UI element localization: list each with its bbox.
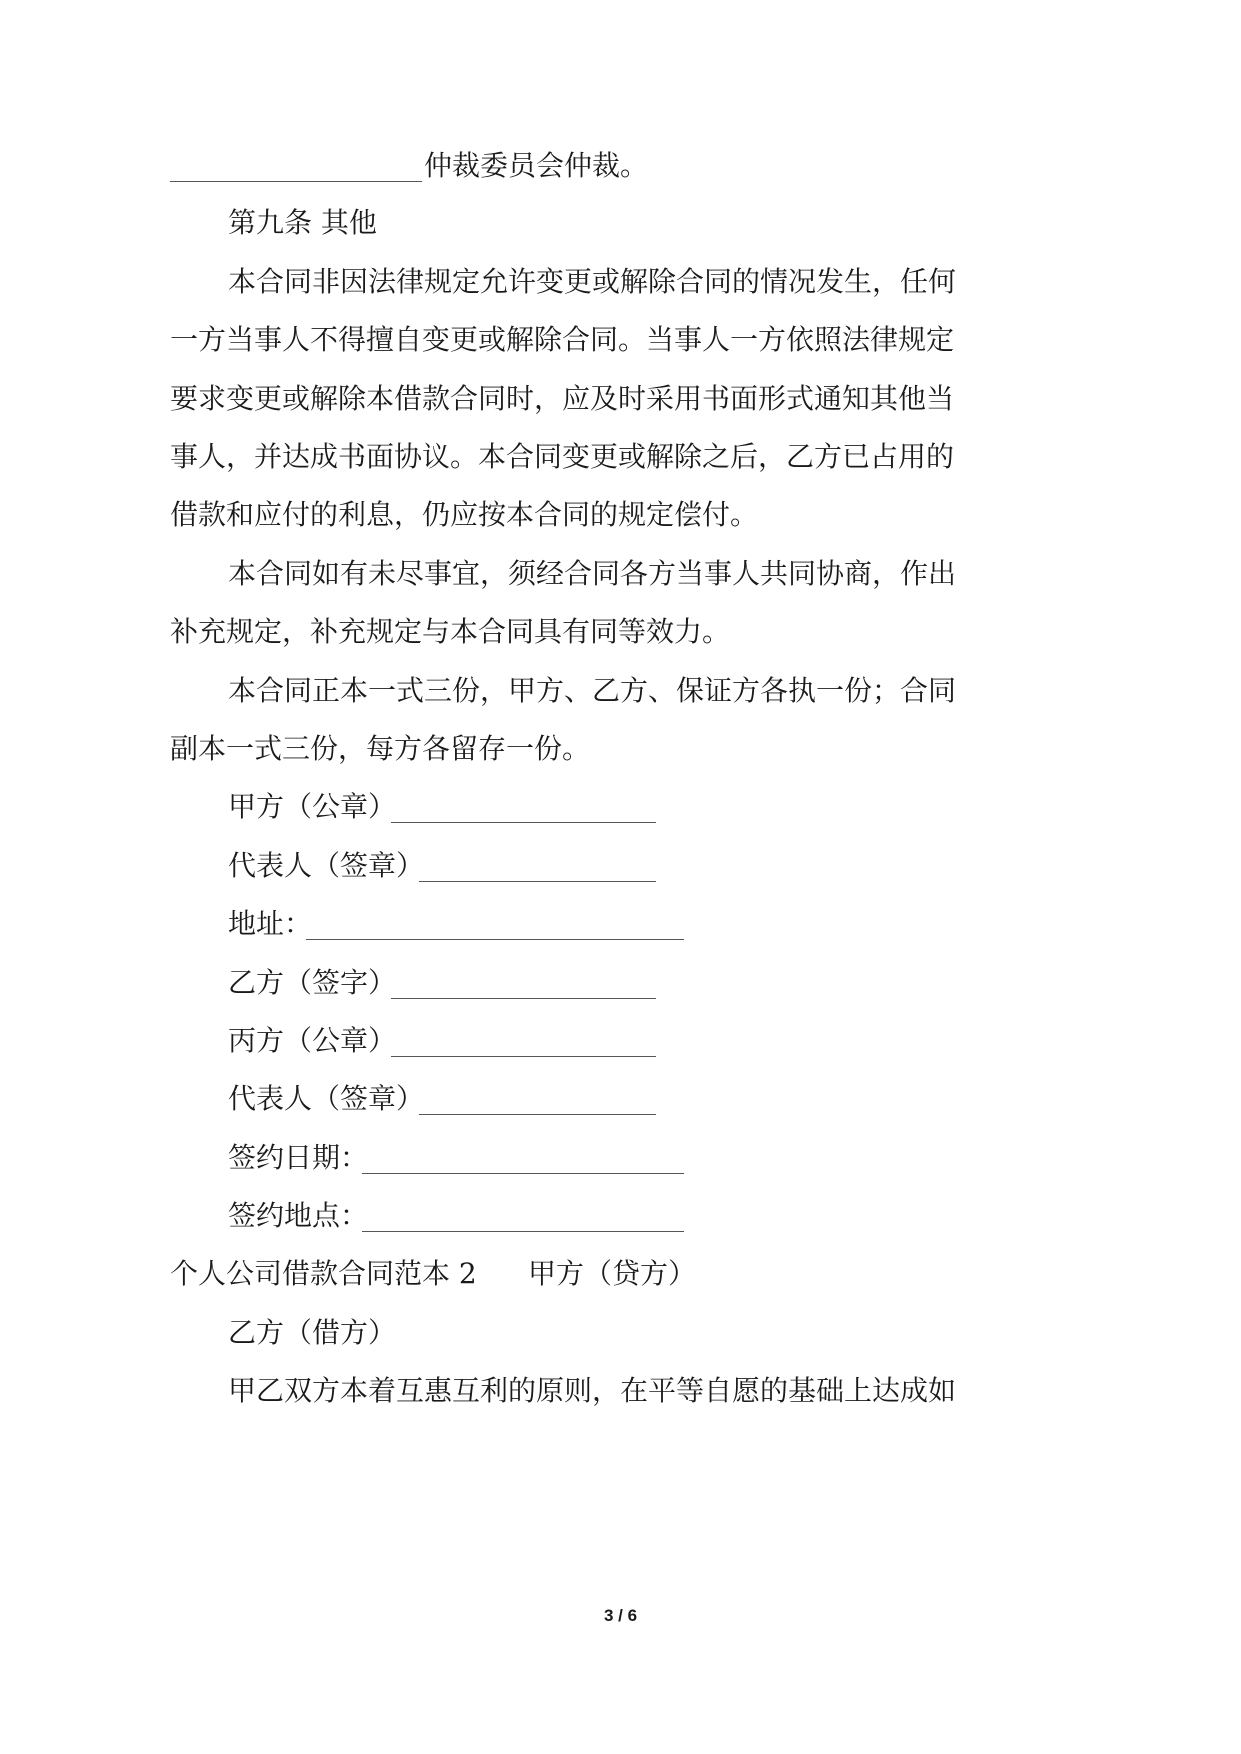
paragraph-line: 借款和应付的利息，仍应按本合同的规定偿付。 — [170, 498, 759, 531]
arbitration-line — [0, 146, 1241, 186]
signature-row-representative-1 — [0, 846, 1241, 886]
paragraph-line: 本合同如有未尽事宜，须经合同各方当事人共同协商，作出 — [228, 557, 957, 590]
sign-place-label: 签约地点： — [228, 1199, 369, 1232]
party-a-seal-label: 甲方（公章） — [228, 790, 397, 823]
signature-row-party-c — [0, 1021, 1241, 1061]
representative-1-blank[interactable] — [419, 842, 656, 882]
signature-row-sign-date — [0, 1138, 1241, 1178]
signature-row-party-b — [0, 963, 1241, 1003]
paragraph-line: 本合同正本一式三份，甲方、乙方、保证方各执一份；合同 — [228, 674, 957, 707]
paragraph-line: 副本一式三份，每方各留存一份。 — [170, 732, 591, 765]
page-number: 3 / 6 — [603, 1606, 638, 1625]
address-label: 地址： — [228, 907, 313, 940]
paragraph-line: 事人，并达成书面协议。本合同变更或解除之后，乙方已占用的 — [170, 440, 955, 473]
party-c-seal-blank[interactable] — [391, 1017, 656, 1057]
lender-label: 甲方（贷方） — [528, 1257, 697, 1290]
paragraph-line: 一方当事人不得擅自变更或解除合同。当事人一方依照法律规定 — [170, 323, 955, 356]
representative-1-label: 代表人（签章） — [228, 849, 425, 882]
template-two-title-row — [0, 1254, 1241, 1294]
paragraph-line: 甲乙双方本着互惠互利的原则，在平等自愿的基础上达成如 — [228, 1374, 957, 1407]
borrower-row — [0, 1313, 1241, 1353]
address-blank[interactable] — [306, 900, 684, 940]
borrower-label: 乙方（借方） — [228, 1316, 397, 1349]
signature-row-address — [0, 904, 1241, 944]
sign-date-blank[interactable] — [362, 1134, 684, 1174]
template-two-title: 个人公司借款合同范本 2 — [170, 1257, 477, 1290]
party-c-seal-label: 丙方（公章） — [228, 1024, 397, 1057]
paragraph-line: 补充规定，补充规定与本合同具有同等效力。 — [170, 615, 731, 648]
signature-row-sign-place — [0, 1196, 1241, 1236]
paragraph-line: 本合同非因法律规定允许变更或解除合同的情况发生，任何 — [228, 265, 957, 298]
arbitration-text: 仲裁委员会仲裁。 — [424, 149, 649, 182]
arbitration-blank[interactable] — [170, 142, 422, 182]
paragraph-line: 要求变更或解除本借款合同时，应及时采用书面形式通知其他当 — [170, 382, 955, 415]
party-a-seal-blank[interactable] — [391, 783, 656, 823]
party-b-sign-label: 乙方（签字） — [228, 966, 397, 999]
signature-row-party-a — [0, 787, 1241, 827]
article-heading-text: 第九条 其他 — [228, 206, 377, 239]
representative-2-label: 代表人（签章） — [228, 1082, 425, 1115]
party-b-sign-blank[interactable] — [391, 959, 656, 999]
article-heading — [0, 203, 1241, 243]
signature-row-representative-2 — [0, 1079, 1241, 1119]
sign-date-label: 签约日期： — [228, 1141, 369, 1174]
sign-place-blank[interactable] — [362, 1192, 684, 1232]
representative-2-blank[interactable] — [419, 1075, 656, 1115]
